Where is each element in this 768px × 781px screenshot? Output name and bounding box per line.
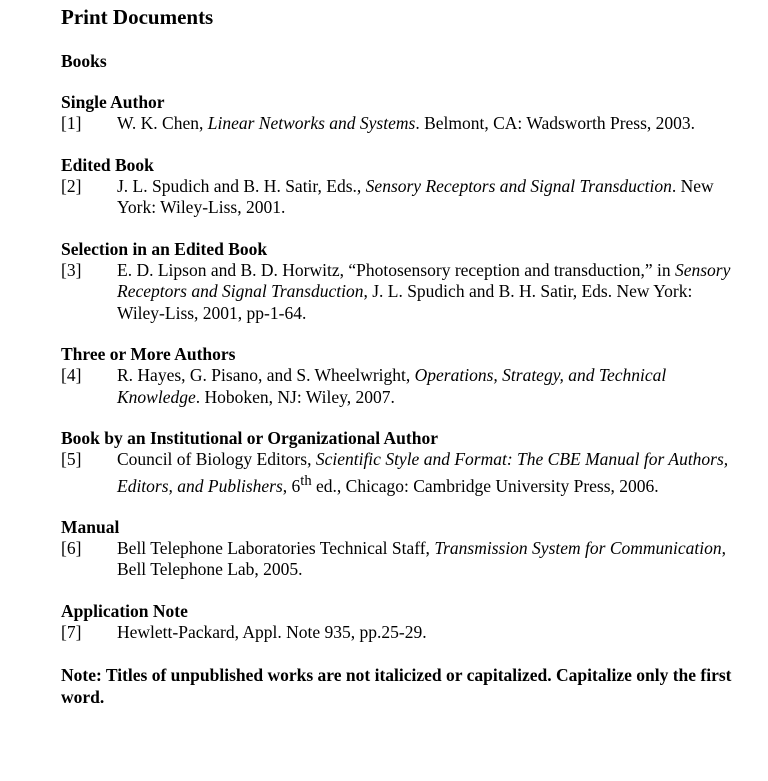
reference-number: [4]	[61, 365, 82, 385]
reference-details: ed., Chicago: Cambridge University Press, 2006.	[311, 475, 659, 496]
reference-entry	[61, 365, 741, 408]
reference-text	[117, 365, 741, 408]
page-title: Print Documents	[61, 5, 214, 29]
section-heading: Selection in an Edited Book	[61, 238, 268, 259]
reference-details: . New York: Wiley-Liss, 2001.	[117, 175, 714, 217]
reference-entry	[61, 176, 741, 219]
reference-authors: W. K. Chen,	[117, 113, 208, 133]
section-single-author	[61, 92, 741, 135]
reference-entry	[61, 538, 741, 581]
reference-entry	[61, 449, 741, 497]
reference-number: [6]	[61, 537, 82, 558]
section-heading: Three or More Authors	[61, 344, 236, 364]
reference-text	[117, 260, 741, 325]
reference-entry	[61, 622, 741, 644]
reference-authors: E. D. Lipson and B. D. Horwitz, “Photosensory reception and transduction,” in	[117, 259, 675, 280]
section-application-note	[61, 601, 741, 644]
reference-number: [2]	[61, 175, 82, 196]
document-page	[61, 4, 741, 708]
reference-details: . Hoboken, NJ: Wiley, 2007.	[195, 386, 395, 407]
reference-authors: Bell Telephone Laboratories Technical Staff,	[117, 537, 435, 558]
section-subtitle: Books	[61, 51, 107, 71]
reference-text	[117, 449, 741, 497]
reference-edition-suffix: th	[300, 472, 312, 489]
reference-details: , J. L. Spudich and B. H. Satir, Eds. New York: Wiley-Liss, 2001, pp-1-64.	[117, 281, 693, 323]
reference-entry	[61, 260, 741, 325]
reference-authors: Hewlett-Packard, Appl. Note 935, pp.25-29.	[117, 621, 427, 642]
reference-title: Linear Networks and Systems	[207, 113, 416, 133]
reference-details: . Belmont, CA: Wadsworth Press, 2003.	[415, 113, 696, 133]
reference-title: Transmission System for Communication	[434, 537, 722, 558]
section-selection-edited-book	[61, 239, 741, 325]
reference-number: [1]	[61, 113, 82, 133]
section-heading: Edited Book	[61, 154, 154, 175]
reference-text	[117, 113, 741, 135]
section-edited-book	[61, 155, 741, 219]
reference-entry	[61, 113, 741, 135]
reference-number: [7]	[61, 621, 82, 642]
section-institutional-author	[61, 428, 741, 497]
reference-text	[117, 176, 741, 219]
section-heading: Application Note	[61, 600, 188, 621]
reference-details: , Bell Telephone Lab, 2005.	[117, 537, 727, 580]
reference-title: Sensory Receptors and Signal Transduction	[365, 175, 672, 196]
reference-number: [5]	[61, 449, 82, 469]
section-three-or-more-authors	[61, 344, 741, 408]
section-heading: Book by an Institutional or Organizational Author	[61, 428, 438, 448]
section-heading: Manual	[61, 516, 120, 537]
reference-title: Scientific Style and Format: The CBE Manual for Authors, Editors, and Publishers	[117, 449, 729, 496]
reference-text	[117, 622, 741, 644]
reference-title: Sensory Receptors and Signal Transduction	[117, 259, 731, 301]
reference-text	[117, 538, 741, 581]
note-text: Note: Titles of unpublished works are not italicized or capitalized. Capitalize only the first word.	[61, 665, 732, 707]
reference-authors: Council of Biology Editors,	[117, 449, 316, 469]
reference-authors: J. L. Spudich and B. H. Satir, Eds.,	[117, 175, 366, 196]
reference-title: Operations, Strategy, and Technical Knowledge	[117, 365, 667, 407]
reference-edition: , 6	[282, 475, 301, 496]
section-heading: Single Author	[61, 92, 165, 112]
reference-authors: R. Hayes, G. Pisano, and S. Wheelwright,	[117, 365, 415, 385]
reference-number: [3]	[61, 259, 82, 280]
section-manual	[61, 517, 741, 581]
